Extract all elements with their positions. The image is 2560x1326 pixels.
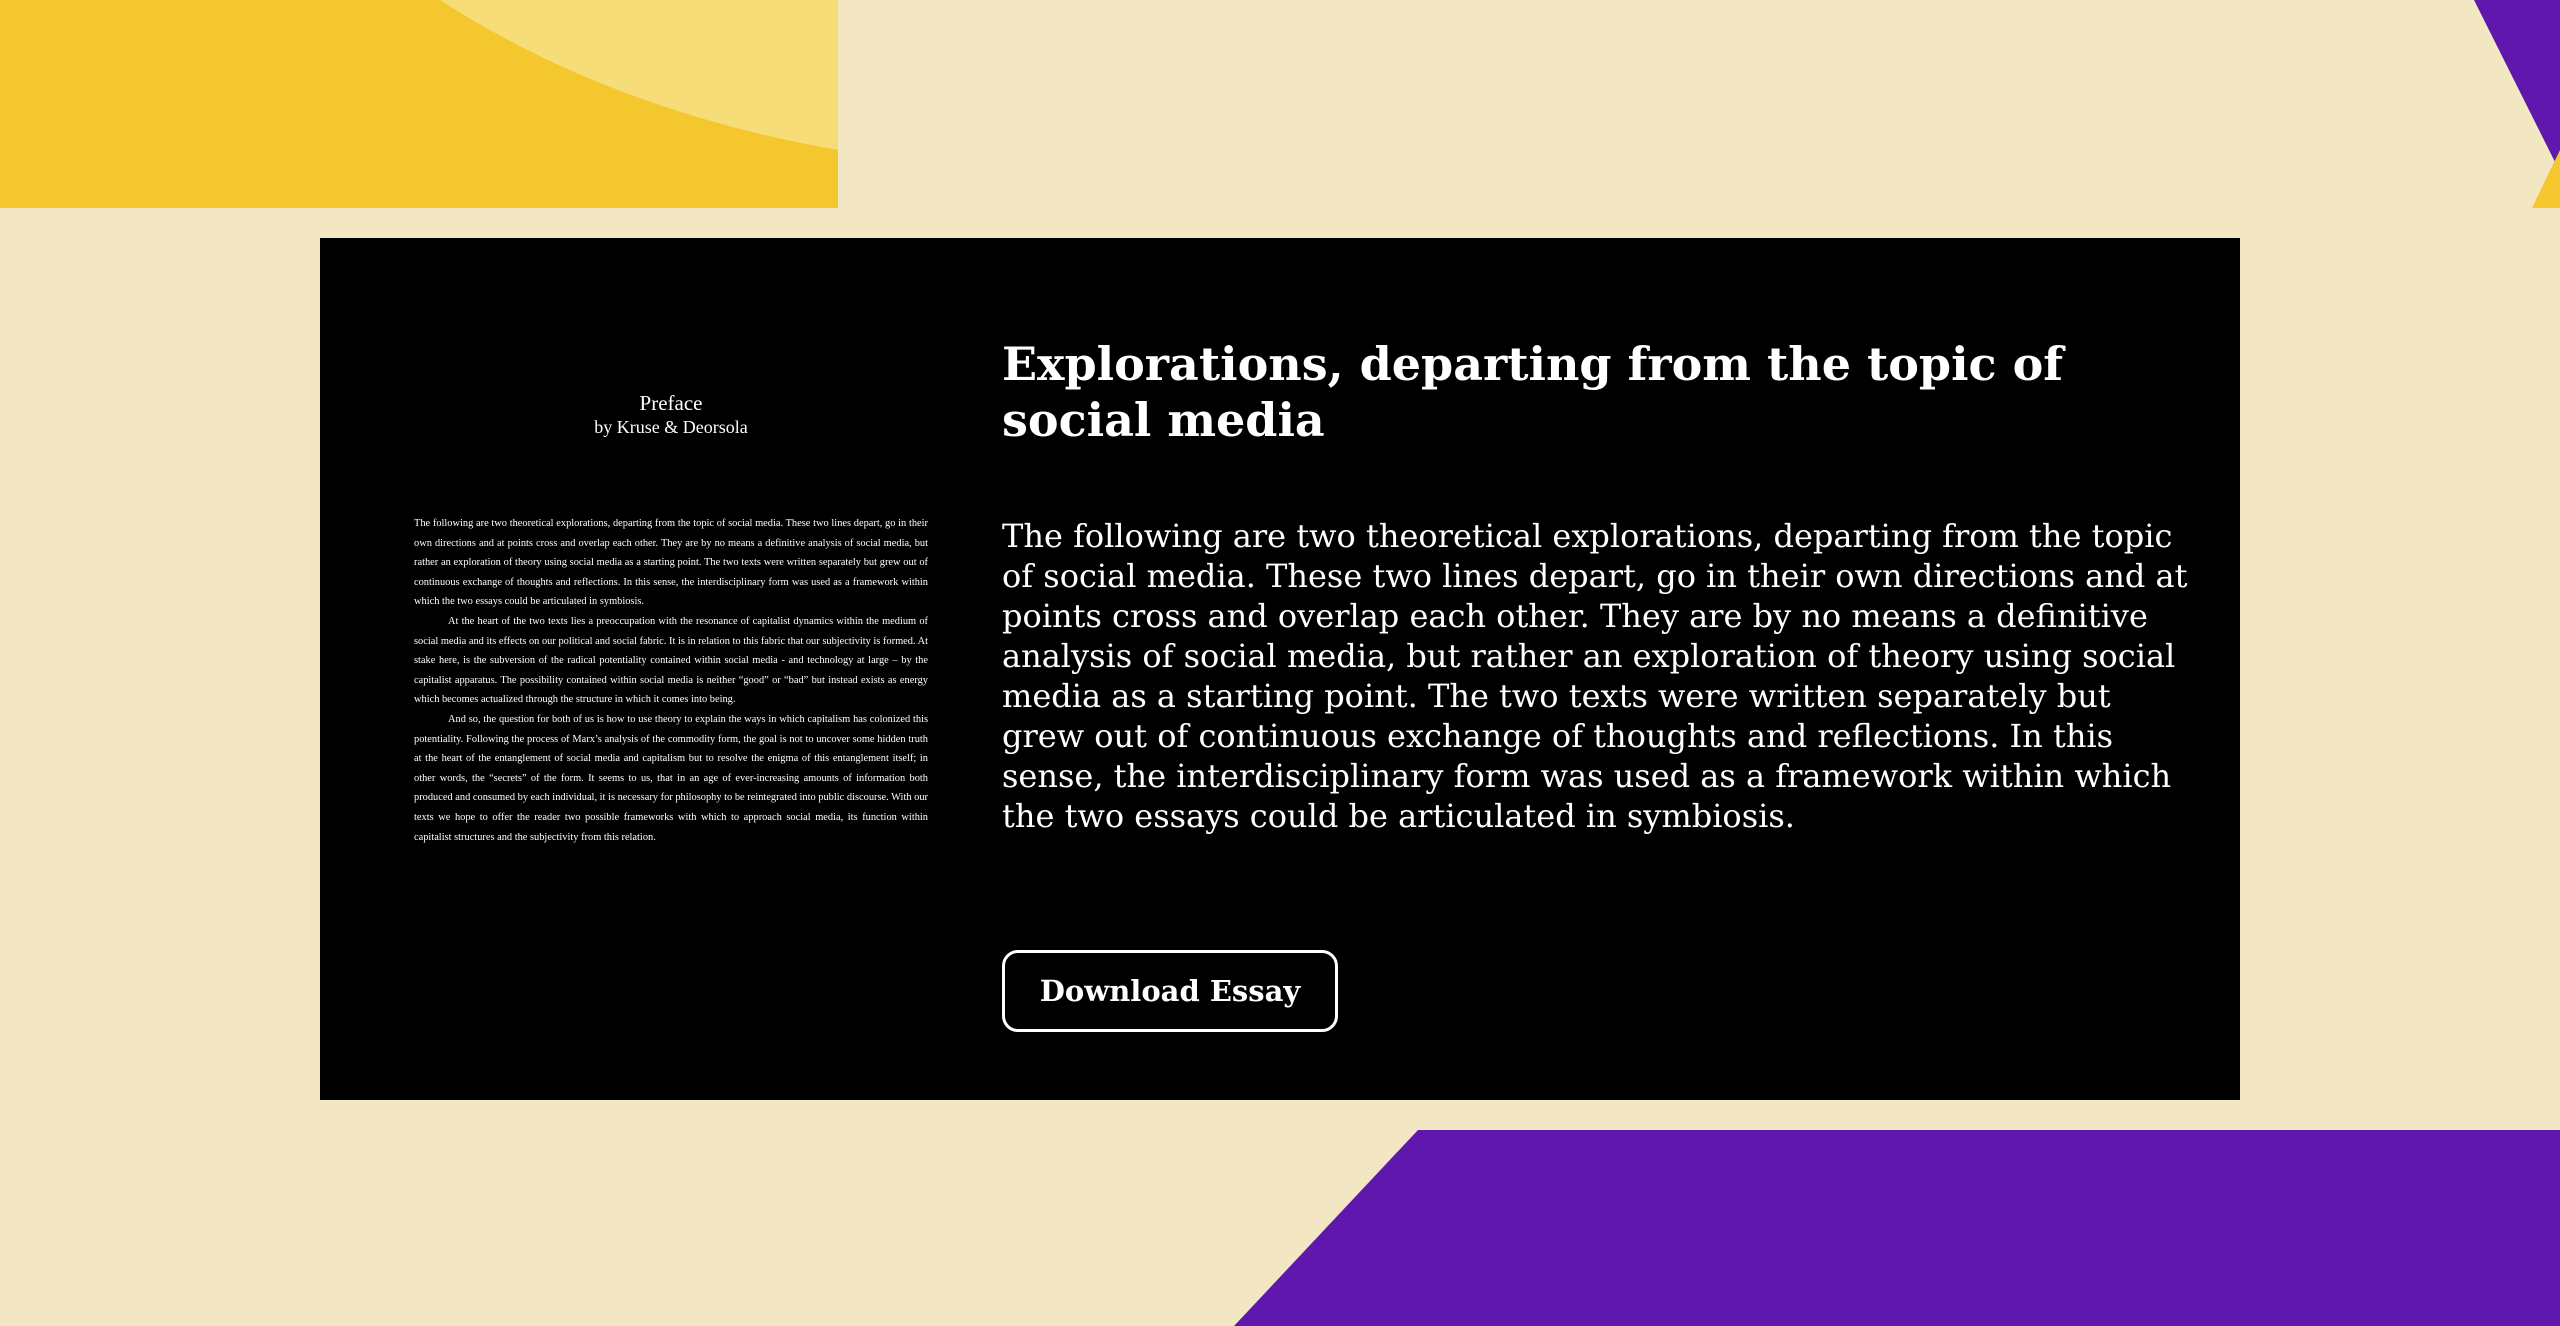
essay-card xyxy=(320,238,2240,1100)
purple-bottom-shape xyxy=(1234,1130,2560,1326)
preface-title: Preface xyxy=(639,391,703,415)
preface-paragraph: The following are two theoretical explorations, departing from the topic of social media. These two lines depart, go in their own directions and at points cross and overlap each other. They are by no means a definitive analysis of social media, but rather an exploration of theory using social media as a starting point. The two texts were written separately but grew out of continuous exchange of thoughts and reflections. In this sense, the interdisciplinary form was used as a framework within which the two essays could be articulated in symbiosis. xyxy=(414,518,928,608)
yellow-block-shape xyxy=(0,0,838,208)
preface-paragraph: And so, the question for both of us is how to use theory to explain the ways in which capitalism has colonized this potentiality. Following the process of Marx’s analysis of the commodity form, the goal is not to uncover some hidden truth at the heart of the entanglement of social media and capitalism but to resolve the enigma of this entanglement itself; in other words, the “secrets” of the form. It seems to us, that in an age of ever-increasing amounts of information both produced and consumed by each individual, it is necessary for philosophy to be reintegrated into public discourse. With our texts we hope to offer the reader two possible frameworks with which to approach social media, its function within capitalist structures and the subjectivity from this relation. xyxy=(414,713,928,843)
yellow-corner-shape xyxy=(2532,150,2560,208)
purple-corner-shape xyxy=(2474,0,2560,172)
essay-heading: Explorations, departing from the topic of social media xyxy=(1002,337,2064,447)
preface-byline: by Kruse & Deorsola xyxy=(594,417,748,437)
preface-body xyxy=(414,514,928,847)
download-essay-button[interactable]: Download Essay xyxy=(1002,950,1338,1032)
light-yellow-curve-shape xyxy=(440,0,838,150)
preface-thumbnail xyxy=(414,238,928,1100)
essay-description: The following are two theoretical explorations, departing from the topic of social media. These two lines depart, go in their own directions and at points cross and overlap each other. They are by no means a definitive analysis of social media, but rather an exploration of theory using social media as a starting point. The two texts were written separately but grew out of continuous exchange of thoughts and reflections. In this sense, the interdisciplinary form was used as a framework within which the two essays could be articulated in symbiosis. xyxy=(1002,517,2188,835)
preface-paragraph: At the heart of the two texts lies a preoccupation with the resonance of capitalist dynamics within the medium of social media and its effects on our political and social fabric. It is in relation to this fabric that our subjectivity is formed. At stake here, is the subversion of the radical potentiality contained within social media - and technology at large – by the capitalist apparatus. The possibility contained within social media is neither “good” or “bad” but instead exists as energy which becomes actualized through the structure in which it comes into being. xyxy=(414,615,928,706)
